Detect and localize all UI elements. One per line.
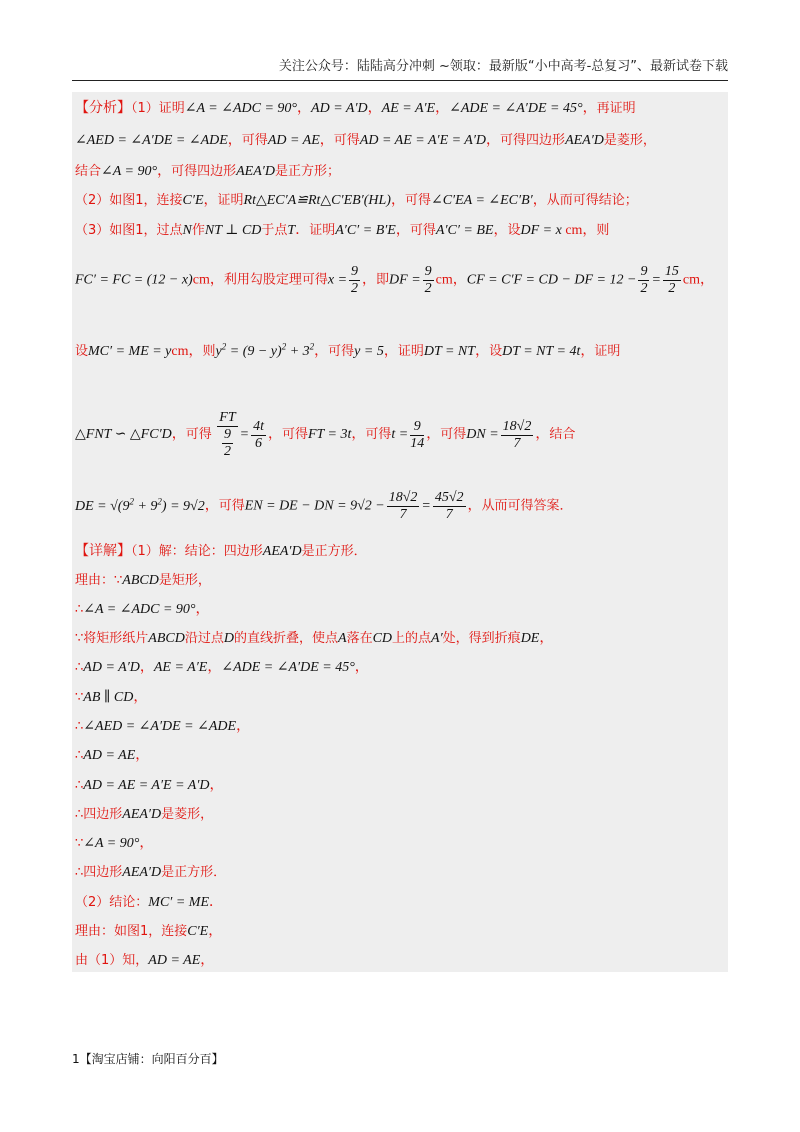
detail-line-15: 由（1）知，AD = AE，: [75, 953, 215, 968]
analysis-line-7: 设MC′ = ME = ycm，则$y^2 = (9 - y)^2 + 3^2$，可得y = 5，证明DT = NT，设DT = NT = 4t，证明: [75, 341, 621, 359]
detail-line-1: 【详解】（1）解：结论：四边形AEA′D是正方形．: [75, 543, 367, 559]
detail-line-12: ∴四边形AEA′D是正方形．: [75, 865, 227, 880]
analysis-line-1: 【分析】（1）证明∠A = ∠ADC = 90°，AD = A′D，AE = A′E，∠ADE = ∠A′DE = 45°，再证明: [75, 100, 636, 116]
detail-line-5: ∴AD = A′D，AE = A′E，∠ADE = ∠A′DE = 45°，: [75, 660, 369, 675]
analysis-line-2: ∠AED = ∠A′DE = ∠ADE，可得AD = AE，可得AD = AE = A′E = A′D，可得四边形AEA′D是菱形，: [75, 133, 656, 148]
detail-line-14: 理由：如图1，连接C′E，: [75, 924, 223, 939]
analysis-line-6: FC′ = FC = (12 − x)cm，利用勾股定理可得x = $\frac{9}{2}$ ，即DF = $\frac{9}{2}$ cm，CF = C′F = CD − DF = 12 − $\frac{9}{2}$ = $\frac{15}{2}$ cm，: [75, 264, 715, 296]
detail-line-3: ∴∠A = ∠ADC = 90°，: [75, 602, 210, 617]
detail-line-4: ∵将矩形纸片ABCD沿过点D的直线折叠，使点A落在CD上的点A′处，得到折痕DE，: [75, 631, 554, 646]
analysis-line-9: DE = $√(9^2 + 9^2) = 9√2$，可得EN = DE − DN = 9√2 − $\frac{18√2}{7}$ = $\frac{45√2}{7}$ ，从而可得答案．: [75, 490, 573, 522]
solution-content: [72, 92, 728, 972]
page-footer: 1【淘宝店铺：向阳百分百】: [72, 1052, 224, 1066]
analysis-line-3: 结合∠A = 90°，可得四边形AEA′D是正方形；: [75, 164, 340, 179]
detail-line-10: ∴四边形AEA′D是菱形，: [75, 807, 214, 822]
detail-line-6: ∵AB ∥ CD，: [75, 690, 148, 705]
analysis-line-5: （3）如图1，过点N作NT ⊥ CD于点T．证明A′C′ = B′E，可得A′C′ = BE，设DF = x cm，则: [75, 223, 610, 238]
analysis-line-8: △FNT ∽ △FC′D，可得 $\frac{FT}{\frac{9}{2}}$ = $\frac{4t}{6}$ ，可得FT = 3t，可得t = $\frac{9}{14}$ ，可得DN = $\frac{18√2}{7}$ ，结合: [75, 410, 576, 459]
analysis-line-4: （2）如图1，连接C′E，证明Rt△EC′A≌Rt△C′EB′(HL)，可得∠C′EA = ∠EC′B′，从而可得结论；: [75, 193, 638, 208]
detail-line-2: 理由：∵ABCD是矩形，: [75, 573, 211, 588]
detail-line-7: ∴∠AED = ∠A′DE = ∠ADE，: [75, 719, 251, 734]
detail-line-9: ∴AD = AE = A′E = A′D，: [75, 778, 224, 793]
detail-line-8: ∴AD = AE，: [75, 748, 150, 763]
page-header: 关注公众号：陆陆高分冲刺 ~领取：最新版“小中高考-总复习”、最新试卷下载: [72, 55, 728, 81]
detail-line-13: （2）结论：MC′ = ME．: [75, 895, 224, 910]
detail-line-11: ∵∠A = 90°，: [75, 836, 154, 851]
